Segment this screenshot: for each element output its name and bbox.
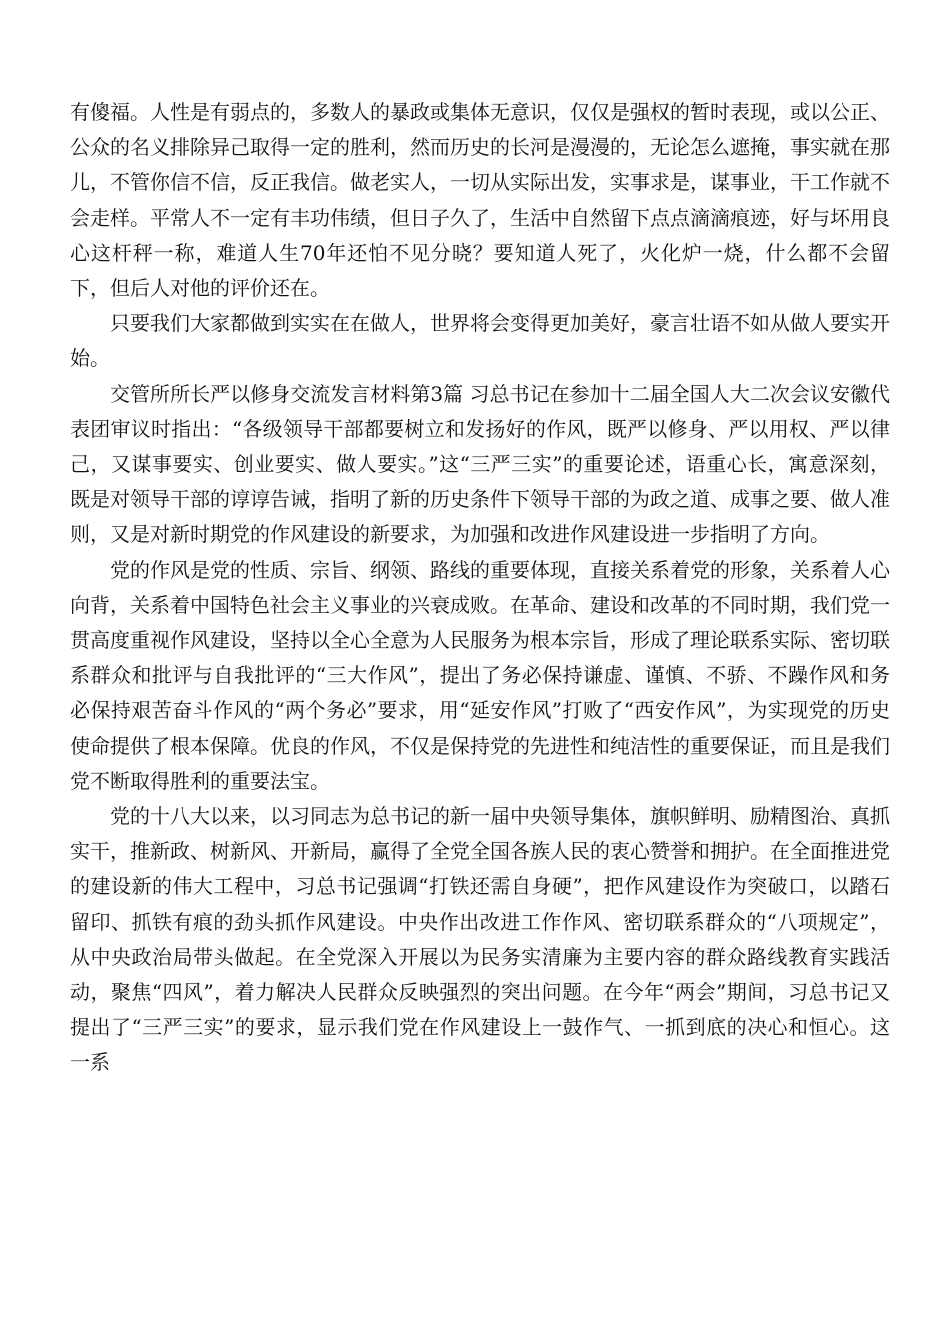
paragraph-conclusion: 只要我们大家都做到实实在在做人，世界将会变得更加美好，豪言壮语不如从做人要实开始。 — [70, 311, 890, 371]
paragraph-article-3-intro: 交管所所长严以修身交流发言材料第3篇 习总书记在参加十二届全国人大二次会议安徽代表团审议时指出：“各级领导干部都要树立和发扬好的作风，既严以修身、严以用权、严以律己，又谋事要实、创业要实、做人要实。”这“三严三实”的重要论述，语重心长，寓意深刻，既是对领导干部的谆谆告诫，指明了新的历史条件下领导干部的为政之道、成事之要、做人准则，又是对新时期党的作风建设的新要求，为加强和改进作风建设进一步指明了方向。 — [70, 381, 890, 547]
paragraph-continuation: 有傻福。人性是有弱点的，多数人的暴政或集体无意识，仅仅是强权的暂时表现，或以公正、公众的名义排除异己取得一定的胜利，然而历史的长河是漫漫的，无论怎么遮掩，事实就在那儿，不管你信不信，反正我信。做老实人，一切从实际出发，实事求是，谋事业，干工作就不会走样。平常人不一定有丰功伟绩，但日子久了，生活中自然留下点点滴滴痕迹，好与坏用良心这杆秤一称，难道人生70年还怕不见分晓？要知道人死了，火化炉一烧，什么都不会留下，但后人对他的评价还在。 — [70, 100, 890, 301]
paragraph-party-style: 党的作风是党的性质、宗旨、纲领、路线的重要体现，直接关系着党的形象，关系着人心向背，关系着中国特色社会主义事业的兴衰成败。在革命、建设和改革的不同时期，我们党一贯高度重视作风建设，坚持以全心全意为人民服务为根本宗旨，形成了理论联系实际、密切联系群众和批评与自我批评的“三大作风”，提出了务必保持谦虚、谨慎、不骄、不躁作风和务必保持艰苦奋斗作风的“两个务必”要求，用“延安作风”打败了“西安作风”，为实现党的历史使命提供了根本保障。优良的作风，不仅是保持党的先进性和纯洁性的重要保证，而且是我们党不断取得胜利的重要法宝。 — [70, 557, 890, 793]
paragraph-eighteenth-congress: 党的十八大以来，以习同志为总书记的新一届中央领导集体，旗帜鲜明、励精图治、真抓实干，推新政、树新风、开新局，赢得了全党全国各族人民的衷心赞誉和拥护。在全面推进党的建设新的伟大工程中，习总书记强调“打铁还需自身硬”，把作风建设作为突破口，以踏石留印、抓铁有痕的劲头抓作风建设。中央作出改进工作作风、密切联系群众的“八项规定”，从中央政治局带头做起。在全党深入开展以为民务实清廉为主要内容的群众路线教育实践活动，聚焦“四风”，着力解决人民群众反映强烈的突出问题。在今年“两会”期间，习总书记又提出了“三严三实”的要求，显示我们党在作风建设上一鼓作气、一抓到底的决心和恒心。这一系 — [70, 804, 890, 1075]
document-body — [70, 95, 890, 1081]
